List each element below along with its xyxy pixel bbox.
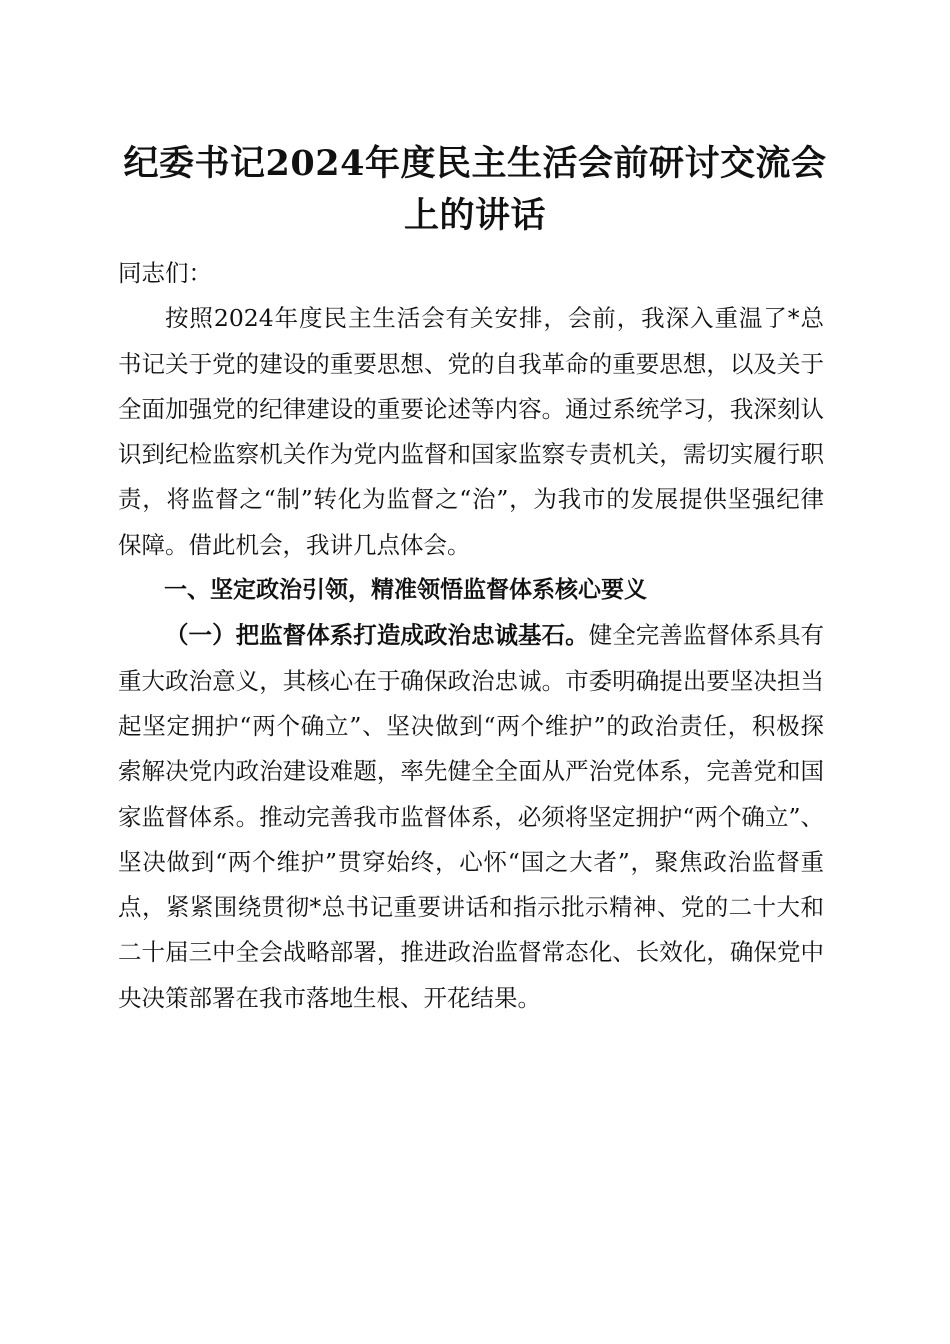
subsection-paragraph-1: [118, 613, 824, 1021]
subsection-text-1: 健全完善监督体系具有重大政治意义，其核心在于确保政治忠诚。市委明确提出要坚决担当起坚定拥护“两个确立”、坚决做到“两个维护”的政治责任，积极探索解决党内政治建设难题，率先健全全面从严治党体系，完善党和国家监督体系。推动完善我市监督体系，必须将坚定拥护“两个确立”、坚决做到“两个维护”贯穿始终，心怀“国之大者”，聚焦政治监督重点，紧紧围绕贯彻*总书记重要讲话和指示批示精神、党的二十大和二十届三中全会战略部署，推进政治监督常态化、长效化，确保党中央决策部署在我市落地生根、开花结果。: [118, 621, 825, 1012]
title-line-2: 上的讲话: [403, 195, 546, 236]
document-body: [118, 251, 824, 1021]
title-line-1: 纪委书记2024年度民主生活会前研讨交流会: [123, 143, 827, 184]
document-title: [100, 138, 850, 242]
subsection-heading-1: （一）把监督体系打造成政治忠诚基石。: [165, 621, 589, 650]
salutation: 同志们：: [118, 259, 212, 287]
intro-paragraph: 按照2024年度民主生活会有关安排，会前，我深入重温了*总书记关于党的建设的重要思想、党的自我革命的重要思想，以及关于全面加强党的纪律建设的重要论述等内容。通过系统学习，我深刻认识到纪检监察机关作为党内监督和国家监察专责机关，需切实履行职责，将监督之“制”转化为监督之“治”，为我市的发展提供坚强纪律保障。借此机会，我讲几点体会。: [118, 304, 824, 559]
section-heading-1: 一、坚定政治引领，精准领悟监督体系核心要义: [164, 577, 647, 604]
